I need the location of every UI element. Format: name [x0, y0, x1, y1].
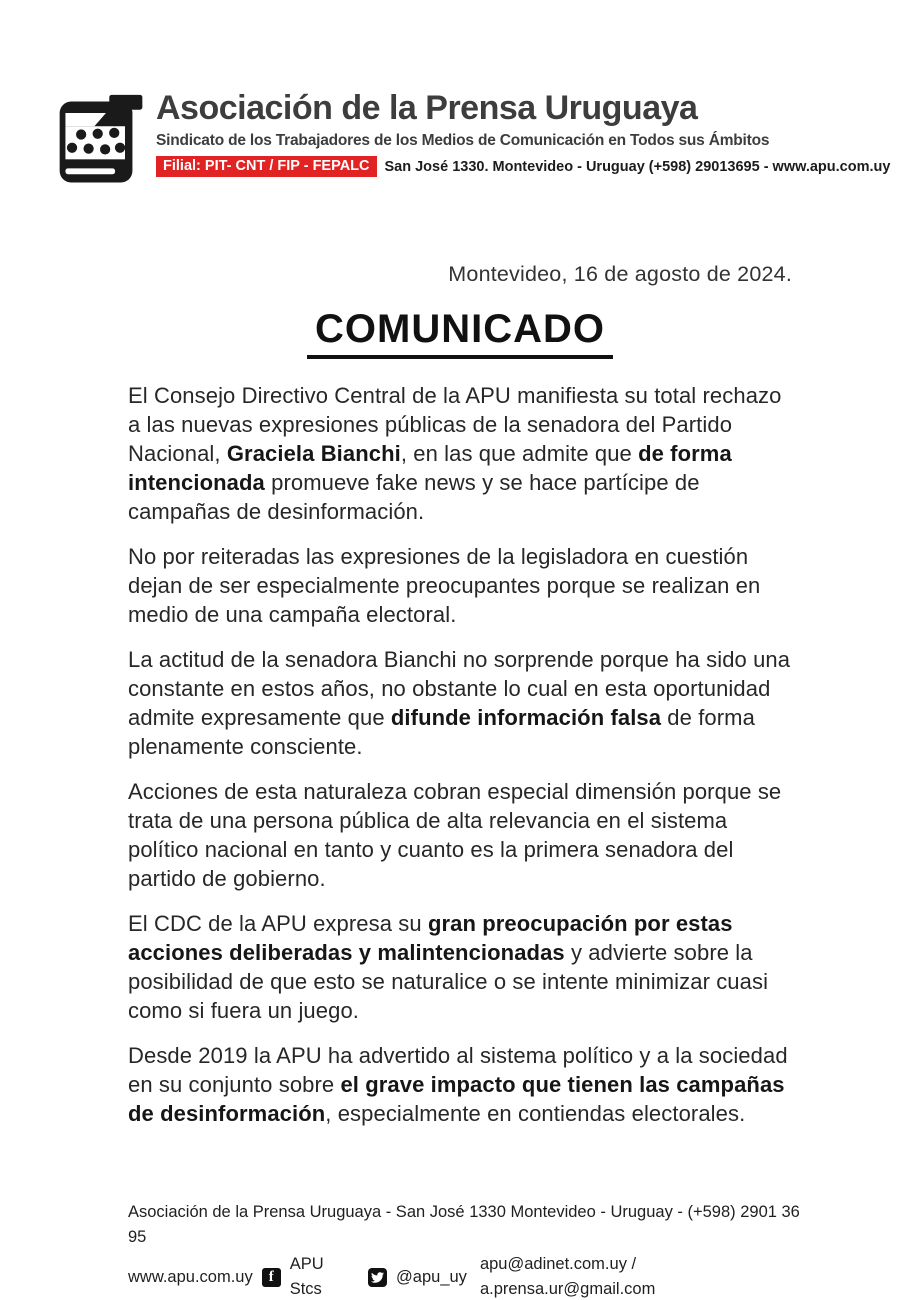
- twitter-icon[interactable]: [368, 1268, 387, 1287]
- letterhead-text: [156, 86, 890, 177]
- paragraph: El Consejo Directivo Central de la APU manifiesta su total rechazo a las nuevas expresiones públicas de la senadora del Partido Nacional, Graciela Bianchi, en las que admite que de forma intencionada promueve fake news y se hace partícipe de campañas de desinformación.: [128, 383, 782, 524]
- paragraph: La actitud de la senadora Bianchi no sorprende porque ha sido una constante en estos años, no obstante lo cual en esta oportunidad admite expresamente que difunde información falsa de forma plenamente consciente.: [128, 647, 791, 759]
- footer-contacts: [128, 1252, 810, 1300]
- facebook-icon[interactable]: f: [262, 1268, 281, 1287]
- facebook-handle: APU Stcs: [289, 1255, 324, 1298]
- dateline: Montevideo, 16 de agosto de 2024.: [448, 262, 792, 286]
- affiliation-row: [156, 156, 890, 177]
- twitter-handle: @apu_uy: [396, 1267, 467, 1286]
- filial-badge: Filial: PIT- CNT / FIP - FEPALC: [156, 156, 377, 177]
- paragraph: El CDC de la APU expresa su gran preocupación por estas acciones deliberadas y malintencionadas y advierte sobre la posibilidad de que esto se naturalice o se intente minimizar cuasi como si fuera un juego.: [128, 911, 769, 1023]
- apu-printing-press-icon: [58, 86, 144, 188]
- page-footer: [128, 1200, 810, 1300]
- footer-address: Asociación de la Prensa Uruguaya - San José 1330 Montevideo - Uruguay - (+598) 2901 36 95: [128, 1203, 800, 1246]
- paragraph: Acciones de esta naturaleza cobran especial dimensión porque se trata de una persona pública de alta relevancia en el sistema político nacional en tanto y cuanto es la primera senadora del partido de gobierno.: [128, 779, 782, 891]
- doc-title: COMUNICADO: [307, 307, 613, 359]
- header-address: San José 1330. Montevideo - Uruguay (+598) 29013695 - www.apu.com.uy: [384, 158, 891, 175]
- org-title: Asociación de la Prensa Uruguaya: [156, 89, 698, 127]
- paragraph: No por reiteradas las expresiones de la legisladora en cuestión dejan de ser especialmente preocupantes porque se realizan en medio de una campaña electoral.: [128, 544, 761, 627]
- footer-website[interactable]: www.apu.com.uy: [128, 1267, 253, 1286]
- letterhead: [58, 86, 891, 188]
- org-subtitle: Sindicato de los Trabajadores de los Medios de Comunicación en Todos sus Ámbitos: [156, 132, 770, 150]
- doc-title-wrap: [128, 307, 792, 359]
- footer-emails: apu@adinet.com.uy / a.prensa.ur@gmail.com: [479, 1255, 656, 1298]
- document-body: [128, 381, 792, 1128]
- paragraph: Desde 2019 la APU ha advertido al sistema político y a la sociedad en su conjunto sobre el grave impacto que tienen las campañas de desinformación, especialmente en contiendas electorales.: [128, 1043, 788, 1126]
- document-content: [128, 262, 792, 1144]
